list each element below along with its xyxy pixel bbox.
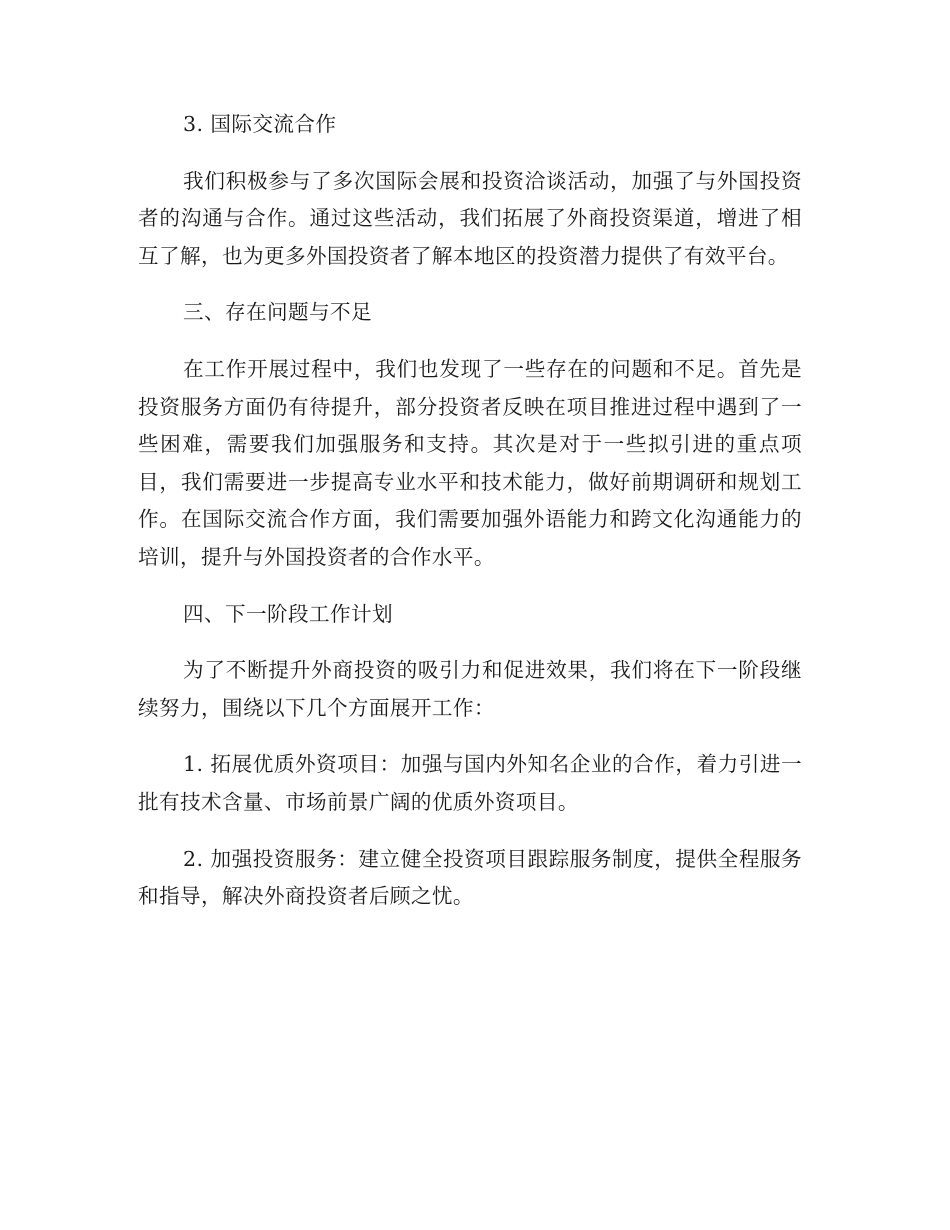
document-body <box>138 106 802 935</box>
section-heading-next-plan: 四、下一阶段工作计划 <box>183 601 393 626</box>
paragraph-problems: 在工作开展过程中，我们也发现了一些存在的问题和不足。首先是投资服务方面仍有待提升，部分投资者反映在项目推进过程中遇到了一些困难，需要我们加强服务和支持。其次是对于一些拟引进的重点项目，我们需要进一步提高专业水平和技术能力，做好前期调研和规划工作。在国际交流合作方面，我们需要加强外语能力和跨文化沟通能力的培训，提升与外国投资者的合作水平。 <box>138 356 802 569</box>
paragraph-international-cooperation: 我们积极参与了多次国际会展和投资洽谈活动，加强了与外国投资者的沟通与合作。通过这些活动，我们拓展了外商投资渠道，增进了相互了解，也为更多外国投资者了解本地区的投资潜力提供了有效平台。 <box>138 168 802 268</box>
paragraph-next-plan-intro: 为了不断提升外商投资的吸引力和促进效果，我们将在下一阶段继续努力，围绕以下几个方面展开工作： <box>138 658 802 720</box>
section-heading-international-cooperation: 3. 国际交流合作 <box>183 112 337 136</box>
paragraph-plan-item-2: 2. 加强投资服务：建立健全投资项目跟踪服务制度，提供全程服务和指导，解决外商投资者后顾之忧。 <box>138 846 802 909</box>
paragraph-plan-item-1: 1. 拓展优质外资项目：加强与国内外知名企业的合作，着力引进一批有技术含量、市场前景广阔的优质外资项目。 <box>138 752 802 814</box>
section-heading-problems: 三、存在问题与不足 <box>183 300 372 325</box>
